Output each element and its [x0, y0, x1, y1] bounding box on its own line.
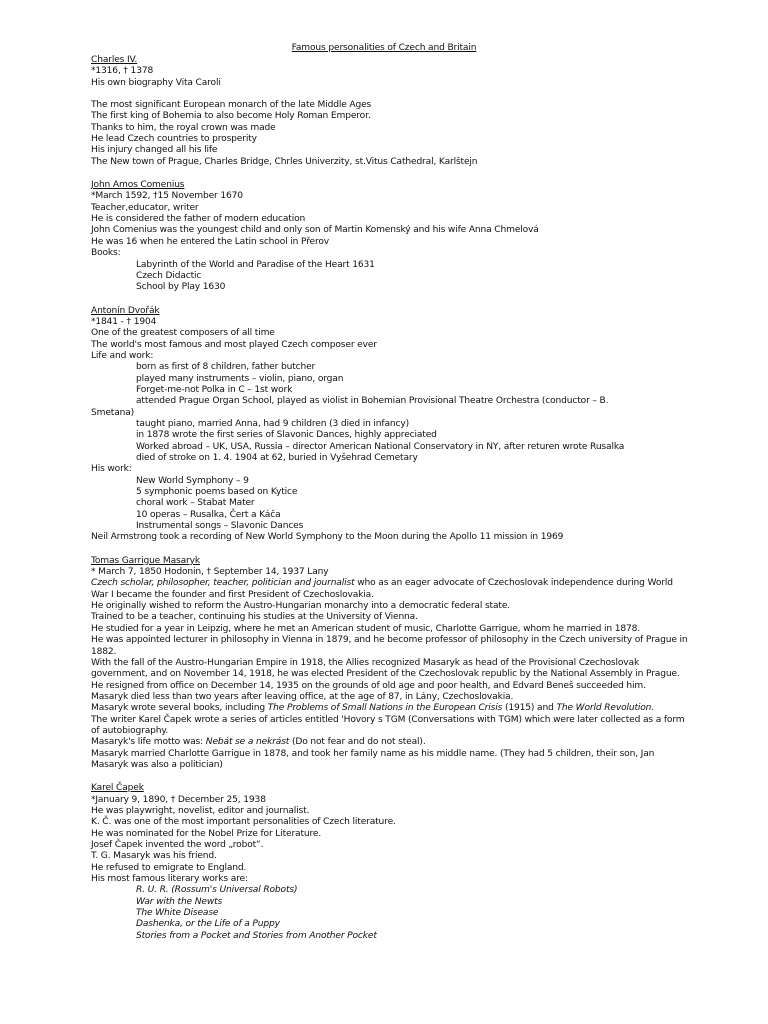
text-line: He was playwright, novelist, editor and journalist.: [91, 805, 310, 816]
life-motto: Nebát se a nekrást: [205, 737, 290, 748]
work-item: choral work – Stabat Mater: [136, 498, 255, 509]
life-dates: *March 1592, †15 November 1670: [91, 191, 243, 202]
life-item: died of stroke on 1. 4. 1904 at 62, buried in Vyšehrad Cemetary: [136, 453, 418, 463]
book-item: School by Play 1630: [136, 282, 226, 293]
work-item: New World Symphony – 9: [136, 475, 249, 486]
section-comenius: [91, 180, 691, 293]
work-item: 10 operas – Rusalka, Čert a Káča: [136, 509, 281, 520]
text-line: His own biography Vita Caroli: [91, 77, 221, 88]
text-line: He refused to emigrate to England.: [91, 862, 247, 873]
section-heading: John Amos Comenius: [91, 180, 185, 191]
book-title: The World Revolution: [556, 703, 652, 714]
document-body: [91, 55, 691, 954]
paragraph: He resigned from office on December 14, 1935 on the grounds of old age and poor health, and Edvard Beneš succeeded him.: [91, 680, 646, 691]
section-capek: [91, 783, 691, 942]
text-line: The most significant European monarch of the late Middle Ages: [91, 100, 372, 111]
work-item: [91, 897, 691, 908]
paragraph-text: Masaryk's life motto was:: [91, 737, 206, 748]
text-line: One of the greatest composers of all time: [91, 328, 275, 339]
text-line: Teacher,educator, writer: [91, 202, 199, 213]
text-line: Life and work:: [91, 350, 154, 361]
section-heading: Charles IV.: [91, 55, 138, 65]
text-line: Josef Čapek invented the word „robot“.: [91, 840, 264, 850]
work-item: 5 symphonic poems based on Kytice: [136, 487, 298, 498]
text-line: Thanks to him, the royal crown was made: [91, 122, 276, 133]
text-line: The first king of Bohemia to also become Holy Roman Emperor.: [91, 111, 371, 122]
life-item: Forget-me-not Polka in C – 1st work: [136, 384, 293, 395]
text-line: Neil Armstrong took a recording of New World Symphony to the Moon during the Apollo 11 mission in 1969: [91, 532, 564, 543]
paragraph: He studied for a year in Leipzig, where he met an American student of music, Charlotte Garrigue, whom he married in 1878.: [91, 623, 641, 634]
paragraph: Masaryk married Charlotte Garrigue in 1878, and took her family name as his middle name. (They had 5 children, their son, Jan Masaryk was also a politician): [91, 748, 655, 770]
section-heading: Antonín Dvořák: [91, 305, 160, 316]
life-item: Worked abroad – UK, USA, Russia – director American National Conservatory in NY, after returen wrote Rusalka: [136, 441, 625, 452]
life-item: attended Prague Organ School, played as violist in Bohemian Provisional Theatre Orchestra (conductor – B.: [136, 396, 609, 407]
section-masaryk: [91, 556, 691, 772]
life-item-wrap: Smetana): [91, 407, 135, 418]
book-item: Czech Didactic: [136, 270, 202, 281]
section-heading: Tomas Garrigue Masaryk: [91, 555, 200, 566]
text-line: John Comenius was the youngest child and only son of Martin Komenský and his wife Anna Chmelová: [91, 225, 539, 236]
document-title: Famous personalities of Czech and Britain: [291, 43, 477, 53]
section-charles: [91, 55, 691, 168]
work-item: Instrumental songs – Slavonic Dances: [136, 521, 304, 532]
text-line: He lead Czech countries to prosperity: [91, 134, 257, 145]
paragraph: Trained to be a teacher, continuing his studies at the University of Vienna.: [91, 612, 418, 623]
text-line: His work:: [91, 464, 132, 475]
paragraph: [91, 703, 691, 714]
paragraph: [91, 737, 691, 748]
work-title: Stories from a Pocket and Stories from Another Pocket: [136, 930, 377, 941]
text-line: He was 16 when he entered the Latin school in Přerov: [91, 236, 330, 247]
life-item: taught piano, married Anna, had 9 children (3 died in infancy): [136, 418, 409, 429]
book-title: The Problems of Small Nations in the European Crisis: [267, 703, 503, 714]
paragraph: Masaryk died less than two years after leaving office, at the age of 87, in Lány, Czechoslovakia.: [91, 691, 514, 702]
work-title: War with the Newts: [136, 896, 223, 907]
paragraph: With the fall of the Austro-Hungarian Empire in 1918, the Allies recognized Masaryk as head of the Provisional Czechoslovak government, and on November 14, 1918, he was elected President of the Czechoslovak republic by the National Assembly in Prague.: [91, 657, 680, 680]
work-title: The White Disease: [136, 908, 219, 919]
section-dvorak: [91, 306, 691, 544]
life-dates: *January 9, 1890, † December 25, 1938: [91, 794, 266, 805]
paragraph-text: who as an eager advocate of Czechoslovak independence during World War I became the founder and first President of Czechoslovakia.: [91, 578, 673, 600]
paragraph-text: .: [651, 703, 655, 714]
paragraph-text: (Do not fear and do not steal).: [289, 737, 426, 748]
paragraph: He originally wished to reform the Austro-Hungarian monarchy into a democratic federal state.: [91, 601, 510, 612]
work-title: R. U. R. (Rossum's Universal Robots): [136, 885, 298, 896]
work-item: [91, 931, 691, 942]
life-item: in 1878 wrote the first series of Slavonic Dances, highly appreciated: [136, 430, 437, 441]
book-item: Labyrinth of the World and Paradise of the Heart 1631: [136, 259, 375, 270]
life-item: played many instruments – violin, piano, organ: [136, 373, 344, 384]
paragraph: The writer Karel Čapek wrote a series of articles entitled 'Hovory s TGM (Conversations with TGM) which were later collected as a form of autobiography.: [91, 714, 685, 736]
work-item: [91, 885, 691, 896]
work-item: [91, 919, 691, 930]
text-line: K. Č. was one of the most important personalities of Czech literature.: [91, 817, 396, 828]
paragraph-text: (1915) and: [502, 703, 557, 714]
text-line: His injury changed all his life: [91, 145, 218, 156]
paragraph-text: Masaryk wrote several books, including: [91, 703, 268, 714]
life-item: born as first of 8 children, father butcher: [136, 362, 316, 373]
text-line: He was nominated for the Nobel Prize for Literature.: [91, 828, 322, 839]
text-line: Books:: [91, 248, 121, 259]
life-dates: * March 7, 1850 Hodonin, † September 14, 1937 Lany: [91, 567, 329, 578]
text-line: The world's most famous and most played Czech composer ever: [91, 339, 377, 350]
text-line: The New town of Prague, Charles Bridge, Chrles Univerzity, st.Vitus Cathedral, Karlštejn: [91, 156, 478, 167]
text-line: T. G. Masaryk was his friend.: [91, 851, 217, 862]
text-line: He is considered the father of modern education: [91, 214, 306, 225]
paragraph: He was appointed lecturer in philosophy in Vienna in 1879, and he become professor of philosophy in the Czech university of Prague in 1882.: [91, 635, 688, 657]
italic-text: Czech scholar, philosopher, teacher, politician and journalist: [91, 578, 355, 589]
work-title: Dashenka, or the Life of a Puppy: [136, 919, 280, 930]
work-item: [91, 908, 691, 919]
life-dates: *1316, † 1378: [91, 66, 154, 77]
text-line: His most famous literary works are:: [91, 874, 248, 885]
life-dates: *1841 - † 1904: [91, 316, 157, 327]
section-heading: Karel Čapek: [91, 783, 144, 794]
paragraph: [91, 578, 691, 601]
